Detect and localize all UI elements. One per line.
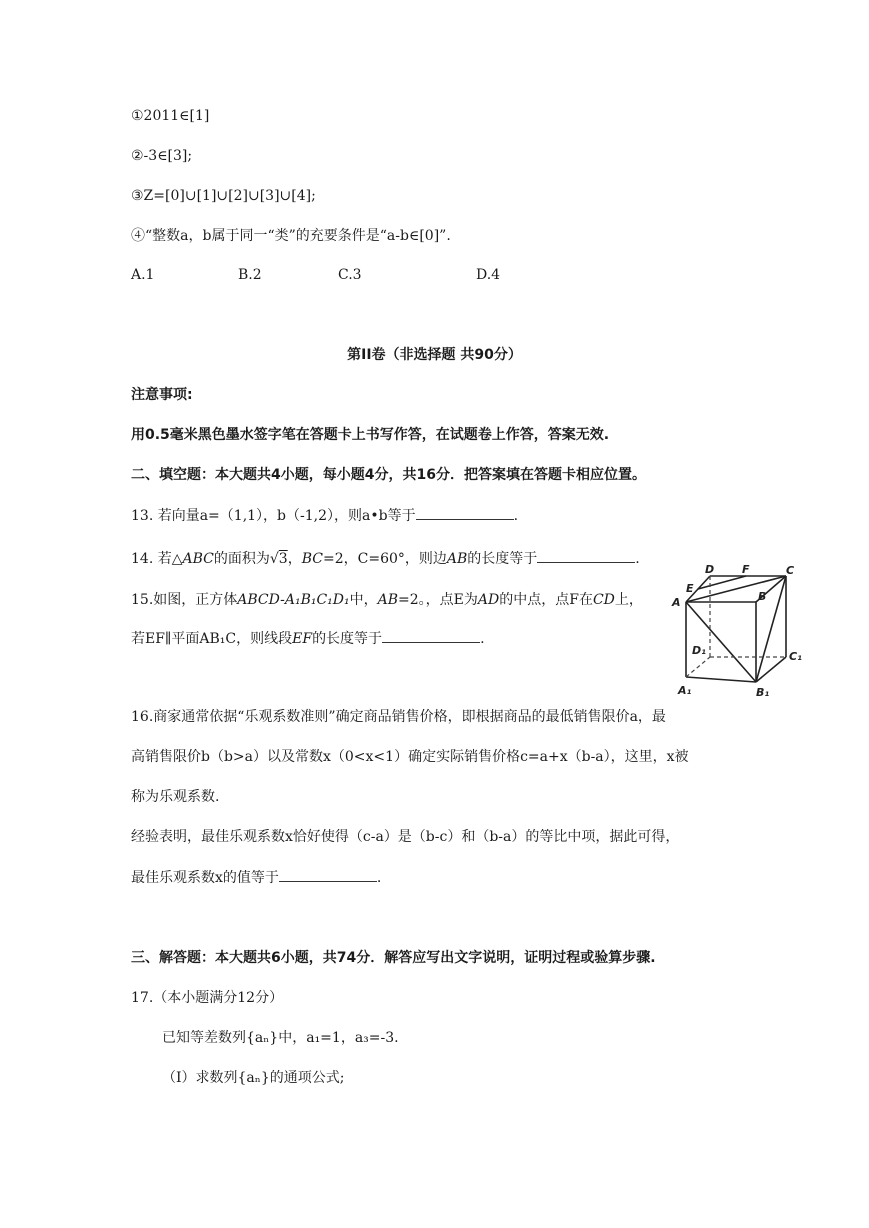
q14-mid3: ，则边: [404, 551, 447, 567]
q15-blank: [382, 628, 480, 643]
item-2: ②-3∈[3];: [131, 148, 193, 164]
label-E: E: [686, 582, 694, 595]
q13-blank: [416, 505, 514, 520]
q15-ad: AD: [477, 592, 500, 608]
question-17-given: 已知等差数列{aₙ}中，a₁=1，a₃=-3.: [162, 1030, 399, 1046]
cube-figure: [668, 562, 813, 702]
q15-l1b: 中，: [349, 592, 378, 608]
fill-section-title: 二、填空题：本大题共4小题，每小题4分，共16分．把答案填在答题卡相应位置。: [131, 467, 646, 483]
q14-mid1: 的面积为: [213, 551, 270, 567]
q15-end: .: [480, 631, 485, 647]
notice-text: 用0.5毫米黑色墨水签字笔在答题卡上书写作答，在试题卷上作答，答案无效.: [131, 427, 610, 443]
option-d: D.4: [476, 267, 501, 283]
hidden-A1-D1: [686, 657, 710, 677]
label-D: D: [705, 563, 715, 576]
q14-sqrt: 3: [278, 551, 288, 567]
edge-A1-B1: [686, 677, 756, 682]
label-C1: C₁: [789, 650, 802, 663]
q14-blank: [537, 548, 635, 563]
q14-angle: 60°: [380, 551, 405, 567]
q14-abc: ABC: [182, 551, 214, 567]
q15-ab: AB: [377, 592, 399, 608]
question-16-line1: 16.商家通常依据“乐观系数准则”确定商品销售价格，即根据商品的最低销售限价a，最: [131, 709, 666, 725]
question-16-line4: 经验表明，最佳乐观系数x恰好使得（c-a）是（b-c）和（b-a）的等比中项，据此可得，: [131, 829, 680, 845]
question-16-line3: 称为乐观系数.: [131, 789, 220, 805]
label-F: F: [742, 563, 750, 576]
label-A1: A₁: [678, 684, 692, 697]
item-4: ④“整数a，b属于同一“类”的充要条件是“a-b∈[0]”.: [131, 228, 451, 244]
q16-l5: 最佳乐观系数x的值等于: [131, 870, 279, 886]
item-1: ①2011∈[1]: [131, 108, 210, 124]
q15-l1e: 上，: [614, 592, 643, 608]
q14-end: .: [635, 551, 640, 567]
option-b: B.2: [238, 267, 262, 283]
item-3: ③Z=[0]∪[1]∪[2]∪[3]∪[4];: [131, 188, 316, 204]
q15-cube-name: ABCD-A₁B₁C₁D₁: [237, 592, 350, 608]
q15-l2b: 的长度等于: [312, 631, 383, 647]
label-A: A: [672, 596, 681, 609]
section3-title: 三、解答题：本大题共6小题，共74分．解答应写出文字说明，证明过程或验算步骤.: [131, 950, 656, 966]
notice-title: 注意事项:: [131, 387, 193, 403]
question-15-line1: [131, 590, 643, 610]
q16-end: .: [376, 870, 382, 886]
label-B1: B₁: [756, 686, 770, 699]
sqrt-symbol: √: [269, 551, 279, 567]
section2-title: 第II卷（非选择题 共90分）: [347, 347, 522, 363]
label-B: B: [758, 590, 767, 603]
edge-B1-C1: [756, 657, 786, 682]
q15-l1c: =2。，点E为: [398, 592, 478, 608]
q15-l2a: 若EF∥平面AB₁C，则线段: [131, 631, 293, 647]
q16-blank: [279, 867, 377, 882]
question-16-line5: [131, 867, 381, 888]
diag-A-B1: [686, 602, 756, 682]
question-15-line2: [131, 628, 485, 649]
q14-mid4: 的长度等于: [467, 551, 538, 567]
q14-ab: AB: [446, 551, 468, 567]
q15-cd: CD: [592, 592, 615, 608]
q15-l1a: 15.如图，正方体: [131, 592, 238, 608]
q14-bc: BC: [301, 551, 323, 567]
question-17-head: 17.（本小题满分12分）: [131, 990, 284, 1006]
option-a: A.1: [131, 267, 155, 283]
q14-mid2: =2，C=: [322, 551, 381, 567]
q13-end: .: [513, 508, 519, 524]
label-D1: D₁: [692, 644, 706, 657]
segment-E-F: [698, 576, 746, 589]
question-16-line2: 高销售限价b（b>a）以及常数x（0<x<1）确定实际销售价格c=a+x（b-a），这里，x被: [131, 749, 689, 765]
question-13: [131, 505, 518, 526]
q15-ef: EF: [292, 631, 313, 647]
label-C: C: [786, 564, 795, 577]
question-14: [131, 548, 640, 569]
q14-prefix: 14. 若△: [131, 551, 183, 567]
q14-comma: ，: [287, 551, 302, 567]
option-c: C.3: [338, 267, 362, 283]
question-17-part1: （I）求数列{aₙ}的通项公式;: [162, 1070, 345, 1086]
q15-l1d: 的中点，点F在: [499, 592, 593, 608]
q13-text: 13. 若向量a=（1,1），b（-1,2），则a•b等于: [131, 508, 416, 524]
